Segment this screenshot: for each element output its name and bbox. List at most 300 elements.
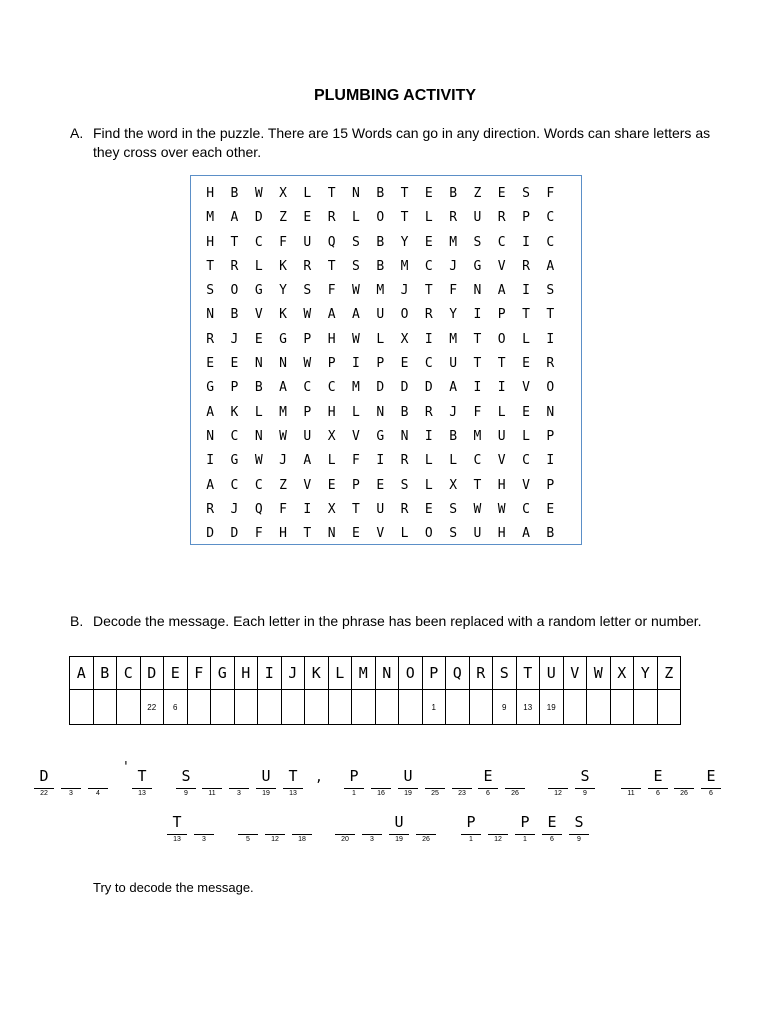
grid-letter: X: [279, 186, 287, 201]
grid-letter: I: [546, 331, 555, 347]
slot-letter: [237, 814, 259, 831]
grid-letter: C: [522, 501, 530, 517]
slot-letter: [334, 814, 356, 831]
grid-letter: I: [522, 283, 530, 299]
grid-letter: L: [449, 453, 458, 469]
grid-letter: E: [327, 477, 336, 493]
grid-letter: L: [352, 210, 360, 226]
grid-letter: E: [352, 526, 360, 542]
slot-code: 19: [262, 790, 270, 797]
slot-code: 19: [395, 836, 403, 843]
grid-letter: A: [497, 283, 506, 299]
slot-code: 3: [237, 790, 241, 797]
instruction-a-marker: A.: [70, 125, 84, 141]
grid-letter: R: [327, 210, 336, 226]
grid-letter: D: [206, 526, 215, 542]
grid-letter: T: [327, 258, 336, 274]
slot-code: 6: [550, 836, 554, 843]
slot-blank-line: [674, 788, 694, 789]
key-letter-cell: S: [493, 657, 517, 690]
grid-letter: W: [497, 501, 506, 517]
grid-letter: R: [546, 356, 555, 372]
grid-letter: C: [546, 210, 555, 226]
slot-blank-line: [34, 788, 54, 789]
slot-code: 19: [404, 790, 412, 797]
grid-letter: P: [327, 356, 336, 372]
slot-code: 11: [627, 790, 635, 797]
grid-letter: O: [497, 331, 506, 347]
grid-letter: Y: [279, 283, 287, 299]
grid-letter: W: [303, 356, 312, 372]
grid-letter: Z: [473, 186, 482, 201]
grid-letter: R: [424, 404, 433, 420]
grid-letter: V: [352, 428, 360, 444]
grid-letter: I: [473, 307, 482, 323]
grid-letter: C: [230, 428, 239, 444]
grid-letter: E: [522, 404, 530, 420]
key-letter-cell: Z: [657, 657, 681, 690]
grid-letter: I: [206, 453, 215, 469]
grid-letter: P: [497, 307, 506, 323]
grid-letter: C: [254, 234, 263, 250]
grid-letter: R: [230, 258, 239, 274]
grid-letter: Z: [279, 210, 287, 226]
message-slot[interactable]: [264, 814, 286, 854]
slot-letter: [87, 768, 109, 785]
slot-blank-line: [478, 788, 498, 789]
key-code-cell[interactable]: 9: [493, 690, 517, 725]
key-code-cell[interactable]: 1: [422, 690, 446, 725]
grid-letter: C: [424, 356, 433, 372]
grid-letter: B: [376, 234, 385, 250]
grid-letter: P: [376, 356, 385, 372]
key-code-cell[interactable]: 19: [540, 690, 564, 725]
slot-letter: [487, 814, 509, 831]
slot-letter: [291, 814, 313, 831]
message-slot[interactable]: [700, 768, 722, 808]
grid-letter: K: [230, 404, 239, 420]
message-slot[interactable]: [60, 768, 82, 808]
grid-letter: R: [303, 258, 312, 274]
apostrophe-mark: ': [122, 760, 130, 775]
grid-letter: F: [327, 283, 336, 299]
grid-letter: M: [400, 258, 409, 274]
grid-letter: J: [400, 283, 409, 299]
slot-code: 20: [341, 836, 349, 843]
slot-blank-line: [132, 788, 152, 789]
grid-letter: E: [546, 501, 555, 517]
grid-letter: C: [254, 477, 263, 493]
key-letter-cell: V: [563, 657, 587, 690]
grid-letter: W: [254, 186, 263, 201]
grid-letter: S: [352, 258, 360, 274]
slot-code: 12: [494, 836, 502, 843]
grid-letter: L: [254, 404, 263, 420]
grid-letter: A: [522, 526, 530, 542]
key-code-cell[interactable]: 6: [164, 690, 188, 725]
grid-letter: I: [473, 380, 482, 396]
message-slot[interactable]: [514, 814, 536, 854]
slot-blank-line: [515, 834, 535, 835]
slot-blank-line: [88, 788, 108, 789]
slot-letter: [60, 768, 82, 785]
message-slot[interactable]: [228, 768, 250, 808]
grid-letter: S: [473, 234, 482, 250]
grid-letter: L: [522, 428, 530, 444]
slot-letter: T: [137, 767, 147, 785]
grid-letter: O: [230, 283, 239, 299]
slot-letter: U: [403, 767, 413, 785]
message-slot[interactable]: [504, 768, 526, 808]
slot-letter: T: [288, 767, 298, 785]
grid-letter: U: [376, 501, 385, 517]
slot-code: 26: [680, 790, 688, 797]
grid-letter: B: [230, 186, 239, 201]
grid-letter: J: [279, 453, 287, 469]
grid-letter: L: [352, 404, 360, 420]
grid-letter: L: [376, 331, 385, 347]
grid-letter: N: [546, 404, 555, 420]
slot-code: 1: [352, 790, 356, 797]
slot-blank-line: [461, 834, 481, 835]
slot-code: 12: [271, 836, 279, 843]
message-slot[interactable]: [647, 768, 669, 808]
grid-letter: H: [497, 477, 506, 493]
grid-letter: C: [546, 234, 555, 250]
grid-letter: M: [473, 428, 482, 444]
slot-code: 6: [709, 790, 713, 797]
grid-letter: T: [206, 258, 215, 274]
grid-letter: L: [497, 404, 506, 420]
grid-letter: R: [449, 210, 458, 226]
key-code-cell[interactable]: 13: [516, 690, 540, 725]
grid-letter: T: [400, 186, 409, 201]
grid-letter: R: [522, 258, 530, 274]
slot-letter: E: [483, 767, 493, 785]
grid-letter: I: [424, 331, 433, 347]
grid-letter: I: [546, 453, 555, 469]
grid-letter: N: [279, 356, 287, 372]
slot-blank-line: [389, 834, 409, 835]
grid-letter: G: [230, 453, 239, 469]
message-slot[interactable]: [343, 768, 365, 808]
grid-letter: T: [473, 331, 482, 347]
grid-letter: F: [546, 186, 555, 201]
grid-letter: E: [206, 356, 215, 372]
key-letter-cell: H: [234, 657, 258, 690]
grid-letter: X: [449, 477, 458, 493]
grid-letter: L: [424, 477, 433, 493]
grid-letter: E: [376, 477, 385, 493]
message-slot[interactable]: [282, 768, 304, 808]
grid-letter: A: [449, 380, 458, 396]
slot-letter: U: [394, 813, 404, 831]
slot-letter: [361, 814, 383, 831]
key-letter-cell: D: [140, 657, 164, 690]
key-letter-cell: G: [211, 657, 235, 690]
grid-letter: B: [230, 307, 239, 323]
grid-letter: V: [254, 307, 263, 323]
slot-blank-line: [505, 788, 525, 789]
grid-letter: H: [497, 526, 506, 542]
grid-letter: D: [230, 526, 239, 542]
grid-letter: L: [254, 258, 263, 274]
grid-letter: O: [376, 210, 385, 226]
grid-letter: T: [546, 307, 555, 323]
grid-letter: N: [327, 526, 336, 542]
grid-letter: A: [206, 404, 215, 420]
slot-code: 1: [523, 836, 527, 843]
message-slot[interactable]: [237, 814, 259, 854]
grid-letter: Q: [327, 234, 336, 250]
grid-letter: S: [522, 186, 530, 201]
slot-blank-line: [569, 834, 589, 835]
message-slot[interactable]: [255, 768, 277, 808]
slot-code: 13: [289, 790, 297, 797]
grid-letter: F: [473, 404, 482, 420]
slot-letter: [193, 814, 215, 831]
grid-letter: T: [303, 526, 312, 542]
message-slot[interactable]: [370, 768, 392, 808]
slot-letter: [451, 768, 473, 785]
grid-letter: C: [327, 380, 336, 396]
slot-code: 3: [202, 836, 206, 843]
instruction-b-text: Decode the message. Each letter in the phrase has been replaced with a random letter or number.: [93, 613, 702, 629]
message-slot[interactable]: [620, 768, 642, 808]
slot-letter: [620, 768, 642, 785]
grid-letter: N: [254, 428, 263, 444]
slot-letter: S: [181, 767, 191, 785]
grid-letter: P: [546, 428, 555, 444]
slot-letter: E: [653, 767, 663, 785]
message-slot[interactable]: [451, 768, 473, 808]
grid-letter: B: [376, 258, 385, 274]
grid-letter: B: [546, 526, 555, 542]
grid-letter: A: [546, 258, 555, 274]
grid-letter: T: [400, 210, 409, 226]
grid-letter: E: [400, 356, 409, 372]
slot-letter: E: [706, 767, 716, 785]
grid-letter: R: [400, 453, 409, 469]
grid-letter: X: [327, 428, 336, 444]
slot-letter: [264, 814, 286, 831]
grid-letter: V: [497, 453, 506, 469]
message-slot[interactable]: [175, 768, 197, 808]
message-slot[interactable]: [87, 768, 109, 808]
slot-blank-line: [283, 788, 303, 789]
grid-letter: F: [449, 283, 458, 299]
grid-letter: H: [327, 404, 336, 420]
message-slot[interactable]: [574, 768, 596, 808]
message-slot[interactable]: [193, 814, 215, 854]
slot-letter: U: [261, 767, 271, 785]
slot-letter: [424, 768, 446, 785]
grid-letter: S: [400, 477, 409, 493]
grid-letter: J: [449, 404, 458, 420]
message-slot[interactable]: [166, 814, 188, 854]
key-code-cell[interactable]: 22: [140, 690, 164, 725]
grid-letter: Y: [449, 307, 458, 323]
grid-letter: N: [352, 186, 360, 201]
slot-blank-line: [548, 788, 568, 789]
grid-letter: M: [449, 234, 458, 250]
message-slot[interactable]: [291, 814, 313, 854]
grid-letter: A: [206, 477, 215, 493]
grid-letter: L: [303, 186, 312, 201]
grid-letter: W: [279, 428, 287, 444]
grid-letter: E: [424, 501, 433, 517]
slot-blank-line: [362, 834, 382, 835]
grid-letter: E: [424, 234, 433, 250]
message-slot[interactable]: [547, 768, 569, 808]
message-slot[interactable]: [487, 814, 509, 854]
slot-letter: [547, 768, 569, 785]
slot-blank-line: [452, 788, 472, 789]
message-slot[interactable]: [388, 814, 410, 854]
grid-letter: W: [352, 331, 360, 347]
grid-letter: B: [449, 186, 458, 201]
key-letter-cell: O: [399, 657, 423, 690]
grid-letter: M: [352, 380, 360, 396]
key-letter-cell: T: [516, 657, 540, 690]
grid-letter: M: [376, 283, 385, 299]
slot-code: 12: [554, 790, 562, 797]
grid-letter: G: [254, 283, 263, 299]
grid-letter: M: [279, 404, 287, 420]
slot-code: 9: [184, 790, 188, 797]
key-letter-cell: I: [258, 657, 282, 690]
grid-letter: W: [303, 307, 312, 323]
slot-code: 23: [458, 790, 466, 797]
slot-code: 26: [511, 790, 519, 797]
grid-letter: T: [473, 477, 482, 493]
slot-blank-line: [61, 788, 81, 789]
slot-blank-line: [701, 788, 721, 789]
grid-letter: Z: [279, 477, 287, 493]
grid-letter: F: [254, 526, 263, 542]
grid-letter: C: [497, 234, 506, 250]
grid-letter: Q: [254, 501, 263, 517]
message-slot[interactable]: [334, 814, 356, 854]
grid-letter: G: [279, 331, 287, 347]
grid-letter: M: [206, 210, 215, 226]
grid-letter: H: [279, 526, 287, 542]
slot-code: 6: [656, 790, 660, 797]
slot-blank-line: [398, 788, 418, 789]
slot-letter: P: [520, 813, 530, 831]
grid-letter: L: [424, 453, 433, 469]
grid-letter: T: [424, 283, 433, 299]
grid-letter: L: [400, 526, 409, 542]
message-slot[interactable]: [415, 814, 437, 854]
message-slot[interactable]: [477, 768, 499, 808]
grid-letter: D: [424, 380, 433, 396]
slot-letter: P: [349, 767, 359, 785]
key-letter-cell: U: [540, 657, 564, 690]
slot-blank-line: [371, 788, 391, 789]
grid-letter: O: [424, 526, 433, 542]
slot-blank-line: [176, 788, 196, 789]
grid-letter: J: [230, 501, 239, 517]
message-slot[interactable]: [460, 814, 482, 854]
message-slot[interactable]: [201, 768, 223, 808]
grid-letter: P: [522, 210, 530, 226]
grid-letter: N: [473, 283, 482, 299]
grid-letter: V: [522, 477, 530, 493]
slot-code: 6: [486, 790, 490, 797]
grid-letter: D: [376, 380, 385, 396]
message-slot[interactable]: [541, 814, 563, 854]
grid-letter: E: [254, 331, 263, 347]
grid-letter: J: [230, 331, 239, 347]
slot-code: 18: [298, 836, 306, 843]
message-slot[interactable]: [424, 768, 446, 808]
grid-letter: N: [206, 428, 215, 444]
grid-letter: C: [303, 380, 312, 396]
slot-letter: [415, 814, 437, 831]
slot-code: 1: [469, 836, 473, 843]
slot-code: 13: [173, 836, 181, 843]
grid-letter: I: [497, 380, 506, 396]
message-slot[interactable]: [397, 768, 419, 808]
message-slot[interactable]: [131, 768, 153, 808]
grid-letter: T: [497, 356, 506, 372]
grid-letter: X: [327, 501, 336, 517]
grid-letter: P: [303, 404, 312, 420]
slot-code: 13: [138, 790, 146, 797]
key-letter-cell: P: [422, 657, 446, 690]
grid-letter: T: [230, 234, 239, 250]
slot-blank-line: [238, 834, 258, 835]
grid-letter: H: [206, 234, 215, 250]
grid-letter: V: [303, 477, 312, 493]
slot-blank-line: [194, 834, 214, 835]
grid-letter: O: [546, 380, 555, 396]
key-letter-cell: K: [305, 657, 329, 690]
grid-letter: L: [424, 210, 433, 226]
grid-letter: R: [400, 501, 409, 517]
grid-letter: H: [206, 186, 215, 201]
slot-blank-line: [425, 788, 445, 789]
grid-letter: I: [424, 428, 433, 444]
grid-letter: L: [522, 331, 530, 347]
key-letter-cell: M: [352, 657, 376, 690]
grid-letter: I: [303, 501, 312, 517]
message-slot[interactable]: [568, 814, 590, 854]
slot-letter: [370, 768, 392, 785]
slot-letter: [228, 768, 250, 785]
grid-letter: J: [449, 258, 458, 274]
grid-letter: U: [303, 234, 312, 250]
slot-blank-line: [621, 788, 641, 789]
grid-letter: E: [303, 210, 312, 226]
grid-letter: E: [424, 186, 433, 201]
message-slot[interactable]: [673, 768, 695, 808]
grid-letter: G: [376, 428, 385, 444]
message-slot[interactable]: [33, 768, 55, 808]
grid-letter: D: [254, 210, 263, 226]
slot-code: 5: [246, 836, 250, 843]
slot-code: 3: [370, 836, 374, 843]
grid-letter: W: [473, 501, 482, 517]
grid-letter: S: [206, 283, 215, 299]
grid-letter: O: [400, 307, 409, 323]
slot-blank-line: [256, 788, 276, 789]
key-letter-cell: L: [328, 657, 352, 690]
grid-letter: G: [473, 258, 482, 274]
slot-blank-line: [575, 788, 595, 789]
message-slot[interactable]: [361, 814, 383, 854]
